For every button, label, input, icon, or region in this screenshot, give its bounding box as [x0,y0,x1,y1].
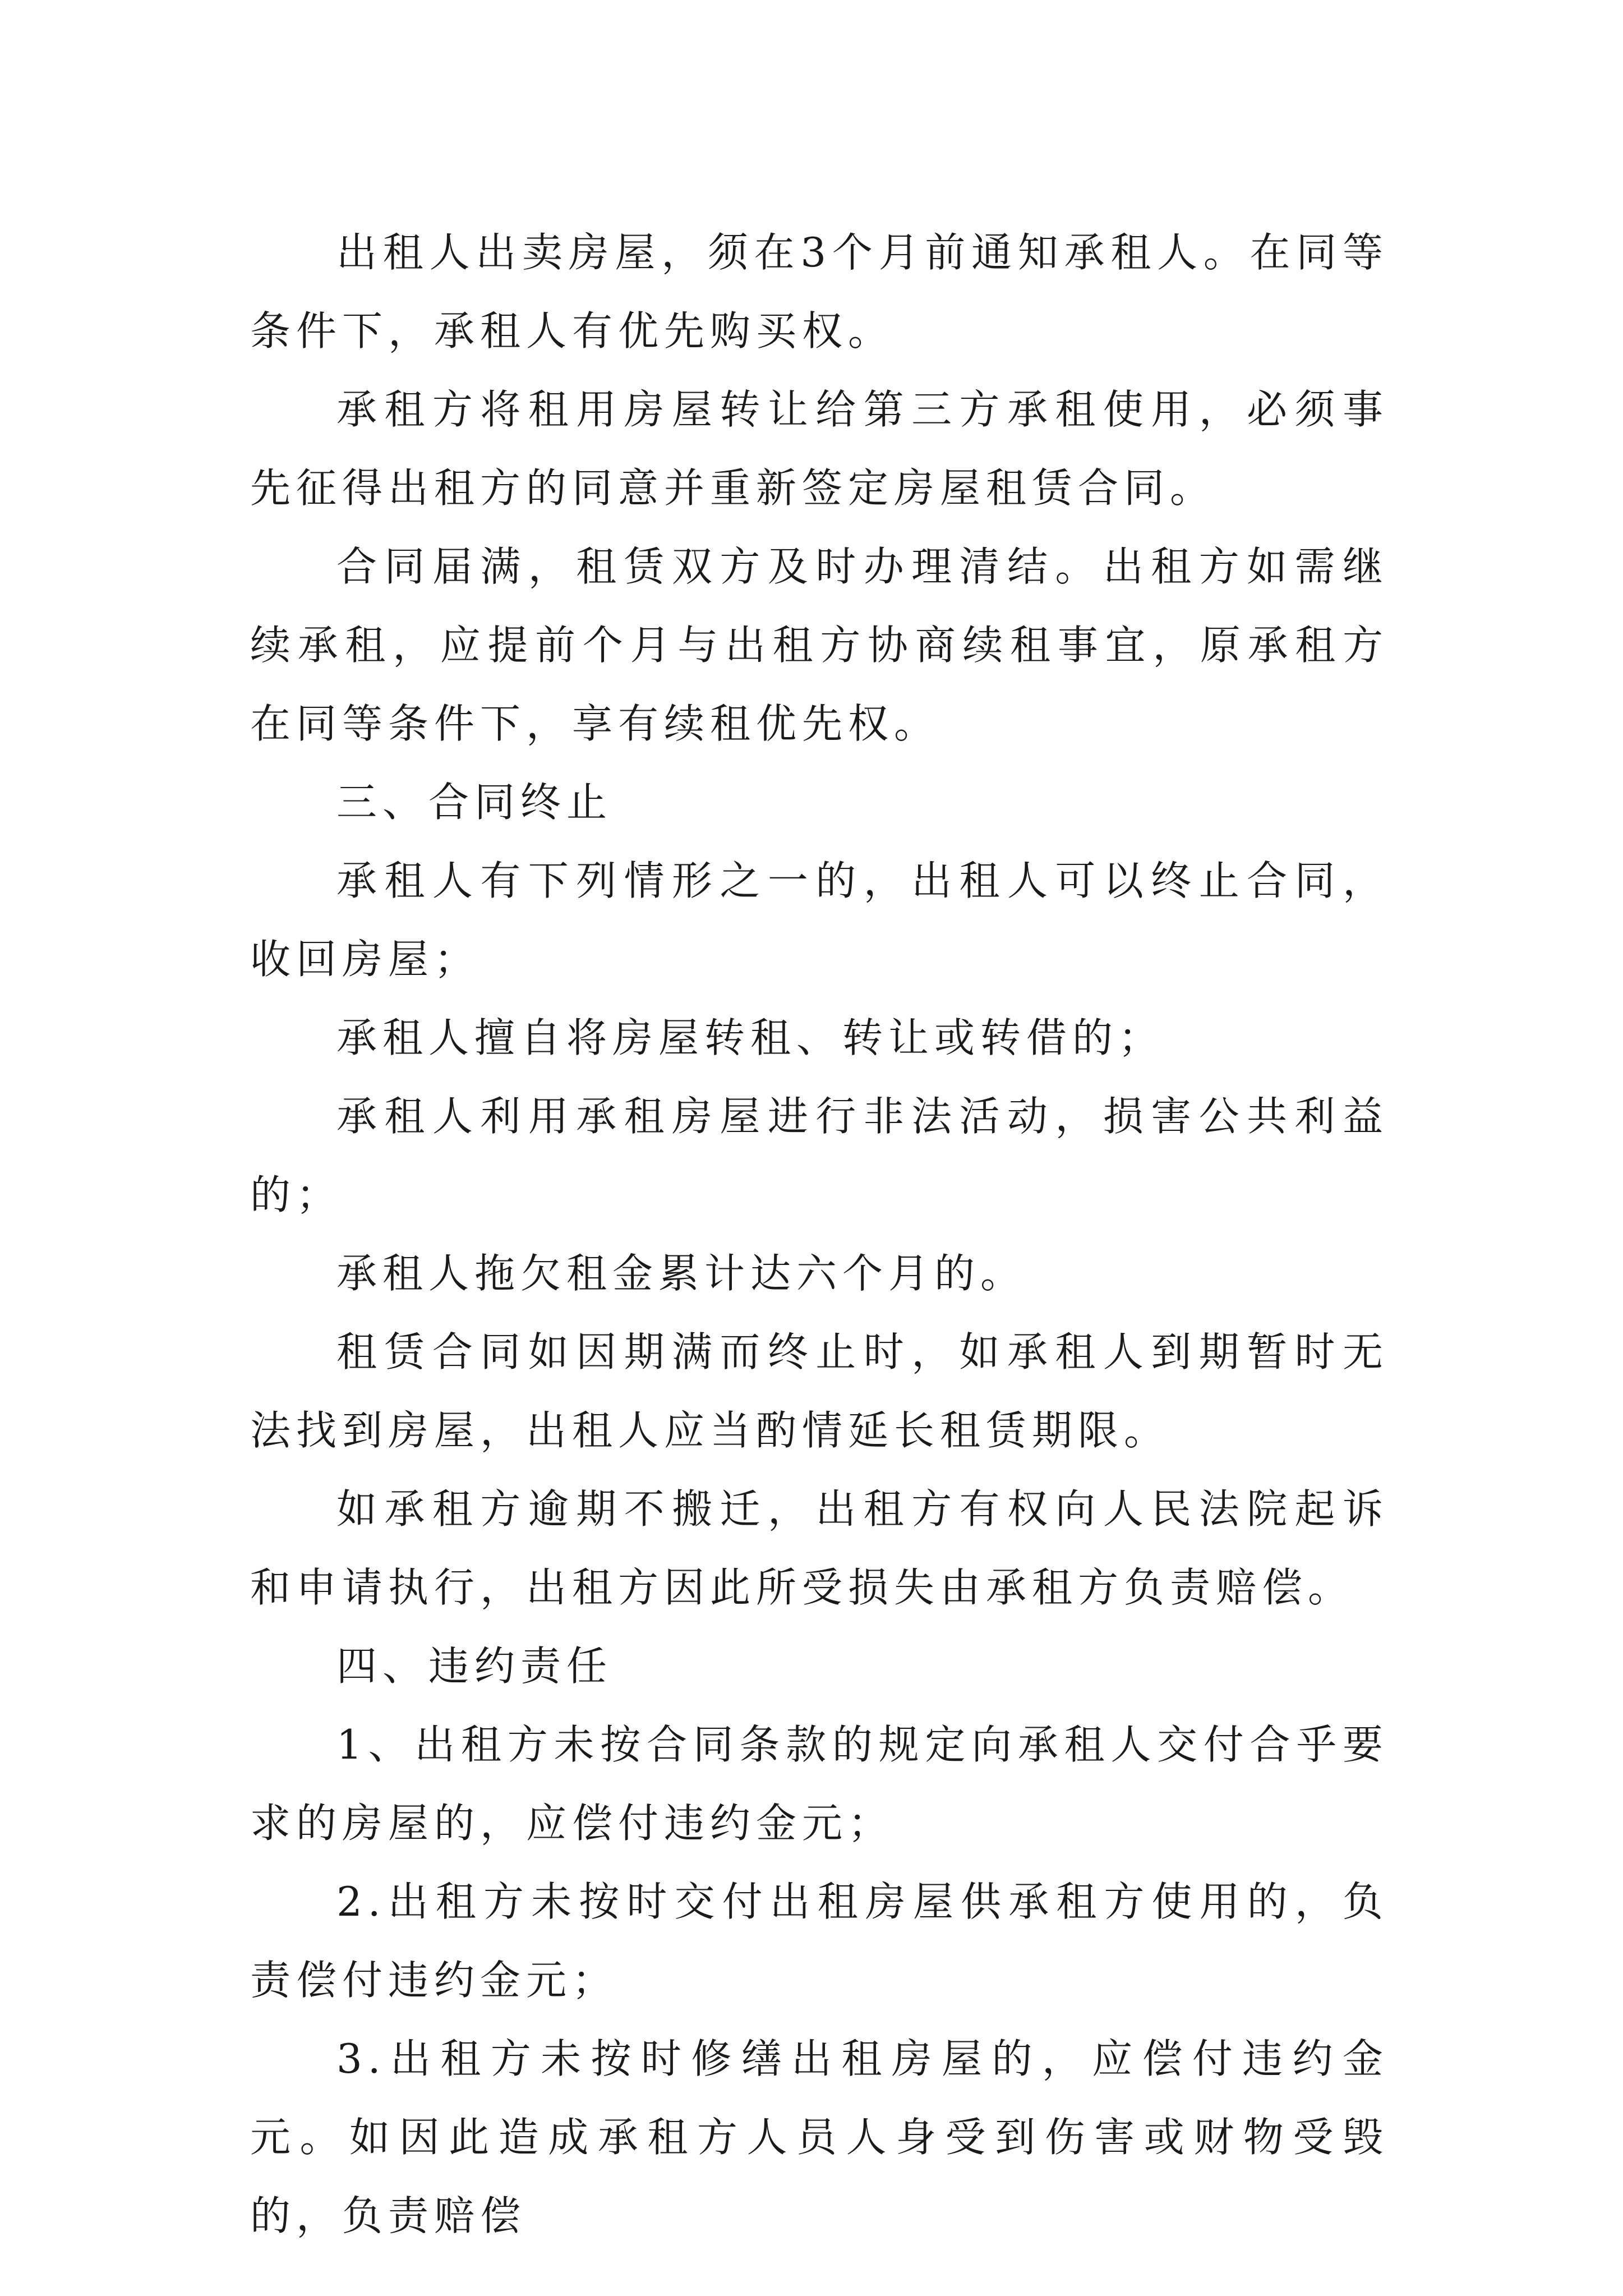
paragraph-term-extension: 租赁合同如因期满而终止时，如承租人到期暂时无法找到房屋，出租人应当酌情延长租赁期限。 [250,1328,1389,1454]
paragraph-liability-3: 3.出租方未按时修缮出租房屋的，应偿付违约金元。如因此造成承租方人员人身受到伤害或财物受毁的，负责赔偿 [250,2035,1389,2239]
paragraph-sublease-consent: 承租方将租用房屋转让给第三方承租使用，必须事先征得出租方的同意并重新签定房屋租赁合同。 [250,386,1389,512]
section-heading-liability: 四、违约责任 [336,1642,613,1690]
paragraph-liability-1: 1、出租方未按合同条款的规定向承租人交付合乎要求的房屋的，应偿付违约金元； [250,1721,1389,1847]
document-body [250,213,1389,2255]
paragraph-eviction: 如承租方逾期不搬迁，出租方有权向人民法院起诉和申请执行，出租方因此所受损失由承租方负责赔偿。 [250,1485,1389,1611]
paragraph-contract-expiry: 合同届满，租赁双方及时办理清结。出租方如需继续承租，应提前个月与出租方协商续租事宜，原承租方在同等条件下，享有续租优先权。 [250,543,1389,747]
paragraph-condition-arrears: 承租人拖欠租金累计达六个月的。 [336,1250,1027,1297]
paragraph-condition-illegal-use: 承租人利用承租房屋进行非法活动，损害公共利益的； [250,1093,1389,1218]
paragraph-termination-conditions: 承租人有下列情形之一的，出租人可以终止合同，收回房屋； [250,857,1389,983]
paragraph-liability-2: 2.出租方未按时交付出租房屋供承租方使用的，负责偿付违约金元； [250,1878,1389,2004]
paragraph-sale-notice: 出租人出卖房屋，须在3个月前通知承租人。在同等条件下，承租人有优先购买权。 [250,229,1389,355]
section-heading-termination: 三、合同终止 [336,779,613,826]
paragraph-condition-sublet: 承租人擅自将房屋转租、转让或转借的； [336,1014,1165,1061]
